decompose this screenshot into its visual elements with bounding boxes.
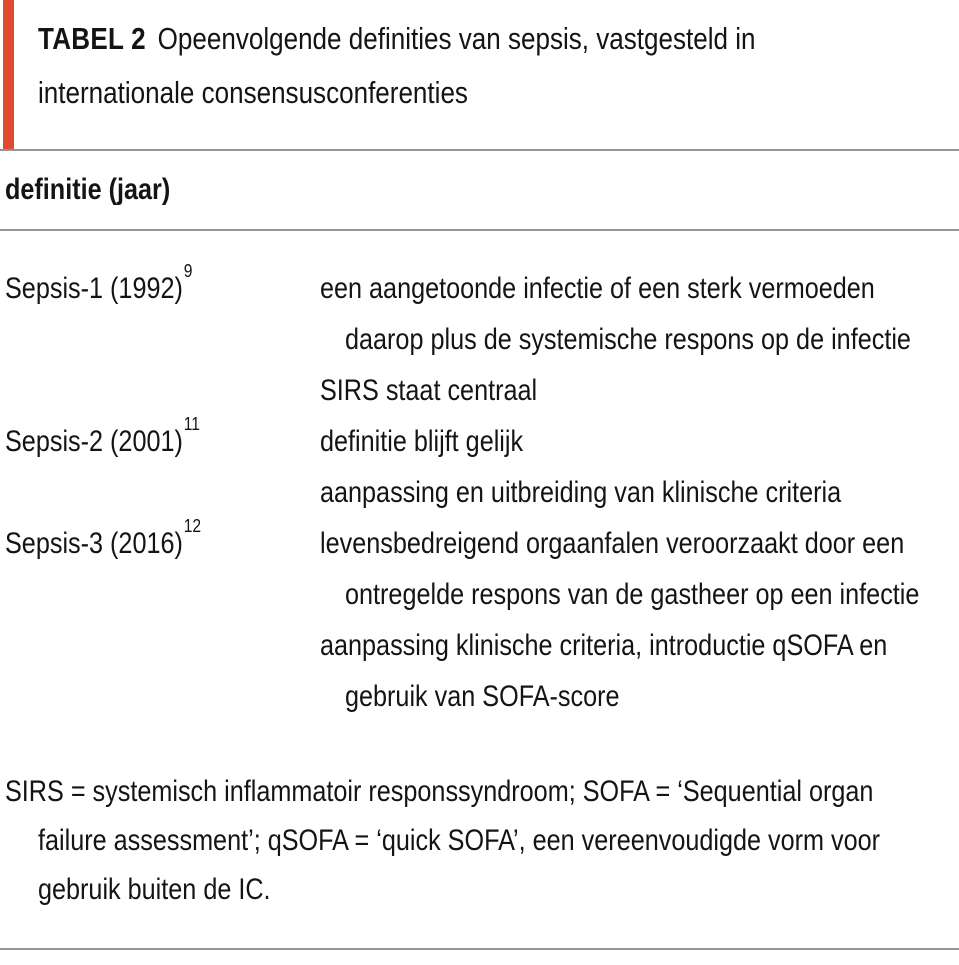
definition-sepsis-2 [320, 416, 959, 518]
term-label: Sepsis-2 (2001) [5, 425, 183, 458]
definition-line: SIRS staat centraal [320, 374, 538, 407]
accent-bar [3, 0, 14, 149]
definition-line-continuation: gebruik van SOFA-score [345, 680, 620, 713]
definition-line-continuation: daarop plus de systemische respons op de infectie [345, 323, 911, 356]
table-body [5, 260, 959, 722]
reference-superscript: 11 [183, 413, 200, 435]
table-tag: TABEL 2 [38, 21, 146, 56]
footnote-line-1: SIRS = systemisch inflammatoir responssyndroom; SOFA = ‘Sequential organ [5, 775, 874, 808]
definition-line: een aangetoonde infectie of een sterk vermoeden [320, 272, 875, 305]
term-label: Sepsis-3 (2016) [5, 527, 183, 560]
definition-sepsis-3 [320, 518, 959, 722]
term-sepsis-1 [5, 260, 320, 314]
table-row-sepsis-1 [5, 260, 959, 416]
rule-top [0, 149, 959, 151]
rule-bottom [0, 948, 959, 950]
table-title-line-2 [38, 66, 892, 120]
reference-superscript: 12 [183, 515, 202, 537]
term-sepsis-3 [5, 515, 320, 569]
footnote-line-3: gebruik buiten de IC. [38, 873, 271, 906]
definition-line: definitie blijft gelijk [320, 425, 524, 458]
rule-under-header [0, 229, 959, 231]
definition-line-continuation: ontregelde respons van de gastheer op een infectie [345, 578, 920, 611]
reference-superscript: 9 [183, 260, 193, 282]
definition-line: aanpassing klinische criteria, introductie qSOFA en [320, 629, 888, 662]
column-header-definitie-jaar: definitie (jaar) [5, 173, 171, 206]
table-footnote [5, 767, 959, 914]
table-title [38, 12, 892, 120]
table-row-sepsis-2 [5, 413, 959, 518]
term-label: Sepsis-1 (1992) [5, 272, 183, 305]
table-title-text-1: Opeenvolgende definities van sepsis, vastgesteld in [157, 21, 756, 56]
table-row-sepsis-3 [5, 515, 959, 722]
definition-sepsis-1 [320, 263, 959, 416]
definition-line: levensbedreigend orgaanfalen veroorzaakt door een [320, 527, 905, 560]
footnote-line-2: failure assessment’; qSOFA = ‘quick SOFA’, een vereenvoudigde vorm voor [38, 824, 881, 857]
term-sepsis-2 [5, 413, 320, 467]
table-title-line-1 [38, 12, 892, 66]
table-title-text-2: internationale consensusconferenties [38, 75, 468, 110]
definition-line: aanpassing en uitbreiding van klinische criteria [320, 476, 842, 509]
